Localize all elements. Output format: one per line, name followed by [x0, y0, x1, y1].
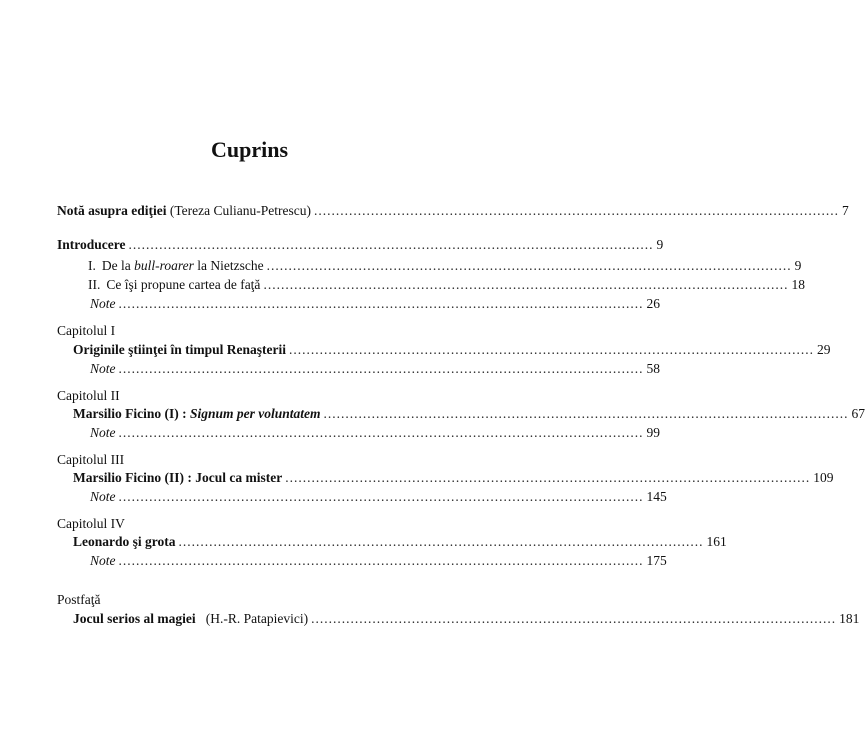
page-number: 58	[646, 361, 660, 376]
toc-entry-cap2	[73, 405, 865, 423]
entry-author: (H.-R. Patapievici)	[205, 611, 309, 626]
toc-entry-cap4	[73, 533, 727, 551]
entry-title: Note	[90, 553, 116, 568]
dot-leader: ........................................................................................................................	[323, 406, 849, 421]
page-number: 29	[817, 342, 831, 357]
postface-label: Postfaţă	[57, 592, 101, 607]
page-number: 18	[791, 277, 805, 292]
entry-title: Marsilio Ficino (II) : Jocul ca mister	[73, 470, 283, 485]
page-number: 67	[851, 406, 865, 421]
chapter-label: Capitolul I	[57, 323, 116, 338]
page-title: Cuprins	[210, 137, 289, 162]
page-number: 161	[706, 534, 727, 549]
toc-entry-nota	[57, 202, 849, 220]
toc-entry-cap2-note	[90, 424, 660, 442]
entry-title: Leonardo şi grota	[73, 534, 176, 549]
dot-leader: ........................................................................................................................	[118, 425, 644, 440]
dot-leader: ........................................................................................................................	[314, 203, 839, 218]
entry-author: (Tereza Culianu-Petrescu)	[166, 203, 311, 218]
toc-entry-introducere	[57, 236, 664, 254]
dot-leader: ........................................................................................................................	[118, 296, 644, 311]
dot-leader: ........................................................................................................................	[118, 489, 644, 504]
toc-entry-intro-note	[90, 295, 660, 313]
toc-entry-postfata	[73, 610, 860, 628]
chapter-label: Capitolul IV	[57, 516, 125, 531]
dot-leader: ........................................................................................................................	[128, 237, 654, 252]
toc-entry-intro-1: I. De la bull-roarer la Nietzsche ........................................................................................................................ 9	[88, 258, 802, 273]
page-number: 181	[839, 611, 860, 626]
page-number: 145	[646, 489, 667, 504]
entry-title: Note	[90, 361, 116, 376]
dot-leader: ........................................................................................................................	[289, 342, 814, 357]
section-number: II.	[88, 277, 101, 292]
toc-entry-intro-2: II. Ce îşi propune cartea de faţă ........................................................................................................................ 18	[88, 277, 805, 292]
page-number: 9	[656, 237, 664, 252]
entry-title: Originile ştiinţei în timpul Renaşterii	[73, 342, 286, 357]
entry-subtitle: Signum per voluntatem	[189, 406, 321, 421]
page-number: 7	[842, 203, 849, 218]
entry-title: Introducere	[57, 237, 126, 252]
dot-leader: ........................................................................................................................	[266, 258, 792, 273]
chapter-label: Capitolul III	[57, 452, 125, 467]
dot-leader: ........................................................................................................................	[285, 470, 811, 485]
dot-leader: ........................................................................................................................	[263, 277, 789, 292]
dot-leader: ........................................................................................................................	[118, 553, 644, 568]
toc-entry-cap1	[73, 341, 831, 359]
page-number: 109	[813, 470, 834, 485]
entry-title: Note	[90, 425, 116, 440]
entry-title: Note	[90, 296, 116, 311]
toc-entry-cap1-note	[90, 360, 660, 378]
section-number: I.	[88, 258, 96, 273]
page-number: 9	[794, 258, 802, 273]
dot-leader: ........................................................................................................................	[118, 361, 644, 376]
page-number: 175	[646, 553, 667, 568]
entry-title: Notă asupra ediţiei	[57, 203, 167, 218]
toc-entry-cap3-note	[90, 488, 667, 506]
chapter-label: Capitolul II	[57, 388, 120, 403]
toc-entry-cap3	[73, 469, 834, 487]
entry-title: Note	[90, 489, 116, 504]
entry-title: Marsilio Ficino (I) :	[73, 406, 187, 421]
entry-title: Jocul serios al magiei	[73, 611, 196, 626]
dot-leader: ........................................................................................................................	[311, 611, 837, 626]
toc-entry-cap4-note	[90, 552, 667, 570]
page-number: 99	[646, 425, 660, 440]
page-number: 26	[646, 296, 660, 311]
dot-leader: ........................................................................................................................	[178, 534, 704, 549]
